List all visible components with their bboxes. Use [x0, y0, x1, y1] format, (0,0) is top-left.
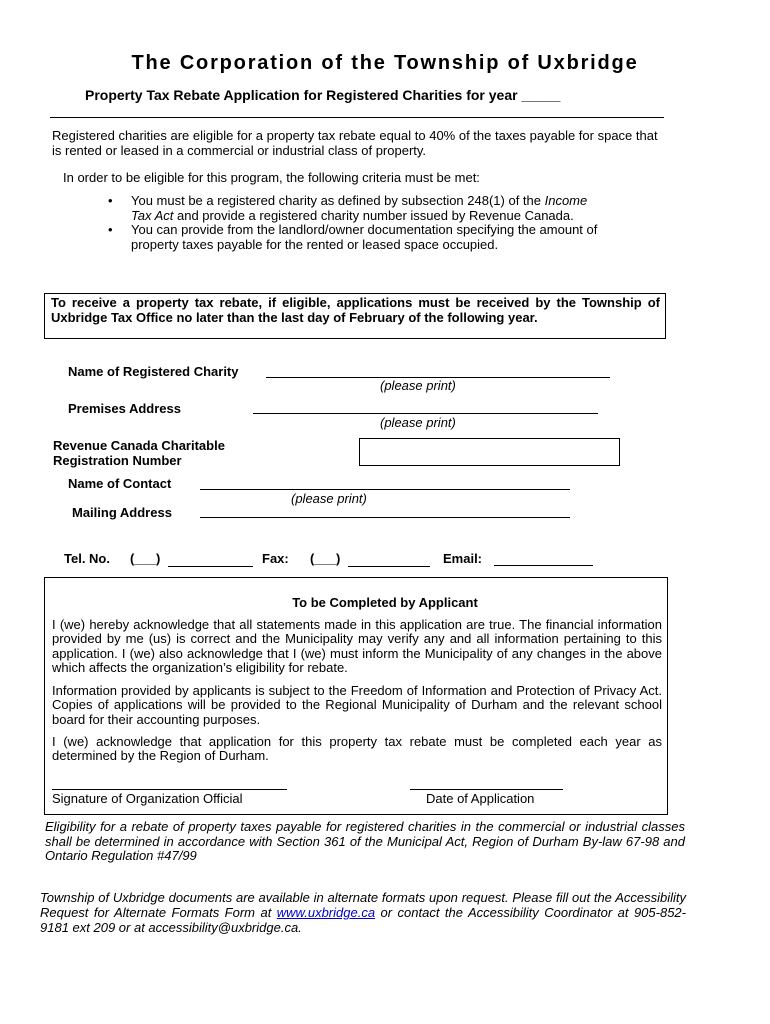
- premises-address-field[interactable]: [253, 413, 598, 414]
- registration-label-line2: Registration Number: [53, 453, 182, 468]
- criteria-item: • You must be a registered charity as defined by subsection 248(1) of the Income Tax Act and provide a registered charity number issued by Revenue Canada.: [108, 194, 598, 223]
- mailing-address-field[interactable]: [200, 517, 570, 518]
- deadline-notice: To receive a property tax rebate, if eligible, applications must be received by the Township of Uxbridge Tax Office no later than the last day of February of the following year.: [44, 293, 666, 339]
- email-label: Email:: [443, 551, 483, 566]
- signature-field[interactable]: [52, 789, 287, 790]
- tel-area-code: (___): [130, 551, 161, 566]
- fax-area-code: (___): [310, 551, 341, 566]
- tel-field[interactable]: [168, 566, 253, 567]
- charity-name-hint: (please print): [380, 378, 456, 393]
- email-field[interactable]: [494, 565, 593, 566]
- mailing-address-label: Mailing Address: [72, 505, 172, 520]
- acknowledgement-title: To be Completed by Applicant: [292, 595, 478, 610]
- contact-name-hint: (please print): [291, 491, 367, 506]
- page-subtitle: Property Tax Rebate Application for Registered Charities for year _____: [85, 87, 561, 103]
- premises-address-label: Premises Address: [68, 401, 181, 416]
- annual-application-paragraph: I (we) acknowledge that application for this property tax rebate must be completed each year as determined by the Region of Durham.: [52, 734, 662, 764]
- eligibility-note: Eligibility for a rebate of property taxes payable for registered charities in the commercial or industrial classes shall be determined in accordance with Section 361 of the Municipal Act, Region of Durham By-law 67-98 and Ontario Regulation #47/99: [45, 819, 685, 863]
- signature-label: Signature of Organization Official: [52, 791, 243, 806]
- criteria-item: • You can provide from the landlord/owner documentation specifying the amount of property taxes payable for the rented or leased space occupied.: [108, 223, 598, 252]
- date-label: Date of Application: [426, 791, 535, 806]
- intro-paragraph: Registered charities are eligible for a property tax rebate equal to 40% of the taxes payable for space that is rented or leased in a commercial or industrial class of property.: [52, 128, 658, 158]
- date-field[interactable]: [410, 789, 563, 790]
- fax-label: Fax:: [262, 551, 289, 566]
- tel-label: Tel. No.: [64, 551, 110, 566]
- registration-number-field[interactable]: [359, 438, 620, 466]
- registration-label-line1: Revenue Canada Charitable: [53, 438, 225, 453]
- charity-name-label: Name of Registered Charity: [68, 364, 239, 379]
- criteria-lead: In order to be eligible for this program, the following criteria must be met:: [63, 170, 480, 185]
- accessibility-note: Township of Uxbridge documents are available in alternate formats upon request. Please fill out the Accessibility Request for Alternate Formats Form at www.uxbridge.ca or contact the Accessibility Coordinator at 905-852-9181 ext 209 or at accessibility@uxbridge.ca.: [40, 890, 686, 935]
- contact-name-label: Name of Contact: [68, 476, 172, 491]
- contact-name-field[interactable]: [200, 489, 570, 490]
- page-title: The Corporation of the Township of Uxbridge: [131, 52, 639, 74]
- criteria-list: [108, 194, 598, 252]
- premises-address-hint: (please print): [380, 415, 456, 430]
- website-link[interactable]: www.uxbridge.ca: [276, 905, 376, 920]
- privacy-paragraph: Information provided by applicants is subject to the Freedom of Information and Protection of Privacy Act. Copies of applications will be provided to the Regional Municipality of Durham and the relevant school board for their accounting purposes.: [52, 683, 662, 727]
- acknowledgement-paragraph: I (we) hereby acknowledge that all statements made in this application are true. The financial information provided by me (us) is correct and the Municipality may verify any and all information pertaining to this application. I (we) also acknowledge that I (we) must inform the Municipality of any changes in the above which affects the organization’s eligibility for rebate.: [52, 617, 662, 675]
- header-divider: [50, 117, 664, 118]
- fax-field[interactable]: [348, 566, 430, 567]
